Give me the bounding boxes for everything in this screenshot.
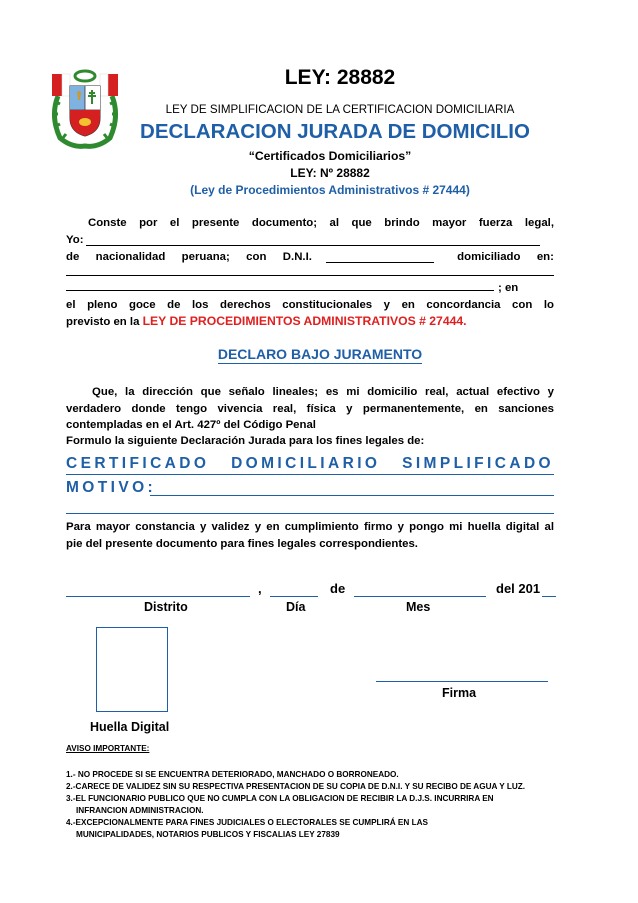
con-text: con	[246, 251, 267, 263]
mes-label: Mes	[406, 600, 431, 614]
notice-item-4-cont: MUNICIPALIDADES, NOTARIOS PUBLICOS Y FISCALIAS LEY 27839	[76, 830, 340, 839]
motivo-label: MOTIVO:	[66, 479, 157, 496]
notice-item-4: 4.-EXCEPCIONALMENTE PARA FINES JUDICIALES O ELECTORALES SE CUMPLIRÁ EN LAS	[66, 818, 428, 827]
notice-item-1: 1.- NO PROCEDE SI SE ENCUENTRA DETERIORADO, MANCHADO O BORRONEADO.	[66, 770, 399, 779]
para1-line1: Conste por el presente documento; al que brindo mayor fuerza legal,	[88, 217, 554, 229]
subheading-ley: LEY: Nº 28882	[290, 166, 370, 180]
name-field[interactable]	[86, 245, 540, 246]
para2-line4: Formulo la siguiente Declaración Jurada para los fines legales de:	[66, 435, 425, 447]
huella-label: Huella Digital	[90, 720, 170, 734]
notice-item-3: 3.-EL FUNCIONARIO PUBLICO QUE NO CUMPLA CON LA OBLIGACION DE RECIBIR LA D.J.S. INCURRIRA EN	[66, 794, 494, 803]
subheading-certificados: “Certificados Domiciliarios”	[248, 149, 412, 163]
dni-group	[283, 249, 441, 266]
law-title: LEY: 28882	[284, 66, 396, 89]
law-subtitle: LEY DE SIMPLIFICACION DE LA CERTIFICACION DOMICILIARIA	[165, 103, 515, 116]
signature-field[interactable]	[376, 681, 548, 682]
motivo-field-line2[interactable]	[66, 513, 554, 514]
motivo-field-line1[interactable]	[150, 495, 554, 496]
dia-label: Día	[286, 600, 306, 614]
para1-line5: el pleno goce de los derechos constitucionales y en concordancia con lo	[66, 299, 554, 311]
notice-item-2: 2.-CARECE DE VALIDEZ SIN SU RESPECTIVA PRESENTACION DE SU COPIA DE D.N.I. Y SU RECIBO DE AGUA Y LUZ.	[66, 782, 526, 791]
date-comma: ,	[258, 581, 262, 596]
cert-word-2: DOMICILIARIO	[231, 455, 381, 472]
domiciliado-text: domiciliado	[457, 251, 521, 263]
firma-label: Firma	[442, 686, 477, 700]
mes-field[interactable]	[354, 596, 486, 597]
dia-field[interactable]	[270, 596, 318, 597]
distrito-field[interactable]	[66, 596, 250, 597]
date-de: de	[330, 581, 346, 596]
declaro-heading	[180, 346, 460, 362]
law-reference: LEY DE PROCEDIMIENTOS ADMINISTRATIVOS # 27444.	[142, 314, 467, 328]
para1-yo-label: Yo:	[66, 234, 84, 246]
en-text: en:	[536, 251, 554, 263]
para3-line1: Para mayor constancia y validez y en cumplimiento firmo y pongo mi huella digital al	[66, 521, 554, 533]
cert-word-1: CERTIFICADO	[66, 455, 210, 472]
subheading-procedimientos: (Ley de Procedimientos Administrativos # 27444)	[190, 183, 470, 197]
distrito-label: Distrito	[144, 600, 188, 614]
year-field[interactable]	[542, 596, 556, 597]
para1-line6-pre: previsto en la	[66, 316, 143, 328]
para2-line1: Que, la dirección que señalo lineales; es mi domicilio real, actual efectivo y	[92, 386, 554, 398]
para1-line6	[66, 313, 554, 331]
para3-line2: pie del presente documento para fines legales correspondientes.	[66, 538, 418, 550]
declaro-text: DECLARO BAJO JURAMENTO	[217, 346, 423, 362]
certificate-underline	[66, 474, 554, 475]
document-title: DECLARACION JURADA DE DOMICILIO	[140, 120, 530, 143]
para2-line3: contempladas en el Art. 427º del Código Penal	[66, 419, 316, 431]
dni-field[interactable]	[326, 262, 434, 263]
nacionalidad-text: nacionalidad	[95, 251, 166, 263]
notice-item-3-cont: INFRANCION ADMINISTRACION.	[76, 806, 204, 815]
cert-word-3: SIMPLIFICADO	[402, 455, 554, 472]
para1-en-text: ; en	[498, 282, 519, 294]
address-field-line2[interactable]	[66, 290, 494, 291]
fingerprint-box[interactable]	[96, 627, 168, 712]
para2-line2: verdadero donde tengo vivencia real, física y permanentemente, en sanciones	[66, 403, 554, 415]
certificate-type	[66, 455, 554, 473]
notice-title: AVISO IMPORTANTE:	[66, 744, 150, 753]
para1-line3	[66, 249, 554, 266]
date-del: del 201	[496, 581, 541, 596]
dni-label: D.N.I.	[282, 251, 312, 263]
de-text: de	[66, 251, 80, 263]
address-field-line1[interactable]	[66, 275, 554, 276]
peruana-text: peruana;	[181, 251, 230, 263]
